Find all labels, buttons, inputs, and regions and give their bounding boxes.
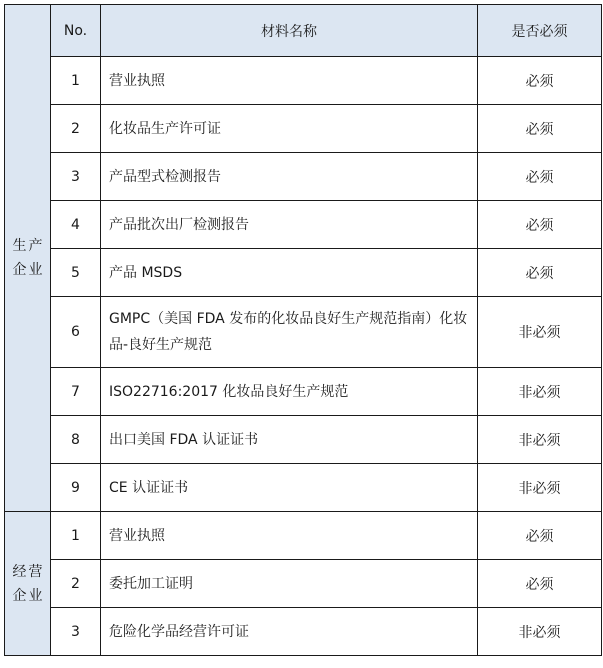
row-no: 2	[51, 105, 101, 153]
row-required: 非必须	[478, 464, 602, 512]
table-row	[5, 512, 602, 560]
row-required: 非必须	[478, 297, 602, 368]
row-no: 3	[51, 608, 101, 656]
row-material-name: 危险化学品经营许可证	[101, 608, 478, 656]
category-cell-production	[5, 5, 51, 512]
row-material-name: 产品 MSDS	[101, 249, 478, 297]
table-header-row	[5, 5, 602, 57]
row-required: 非必须	[478, 416, 602, 464]
category-label: 生产	[12, 238, 45, 254]
table-row	[5, 608, 602, 656]
row-material-name: 化妆品生产许可证	[101, 105, 478, 153]
header-required: 是否必须	[478, 5, 602, 57]
row-material-name: CE 认证证书	[101, 464, 478, 512]
table-row	[5, 416, 602, 464]
row-required: 非必须	[478, 608, 602, 656]
row-no: 5	[51, 249, 101, 297]
row-no: 9	[51, 464, 101, 512]
header-material-name: 材料名称	[101, 5, 478, 57]
row-required: 非必须	[478, 368, 602, 416]
row-required: 必须	[478, 57, 602, 105]
row-no: 1	[51, 57, 101, 105]
row-material-name: 产品批次出厂检测报告	[101, 201, 478, 249]
row-no: 3	[51, 153, 101, 201]
row-required: 必须	[478, 201, 602, 249]
materials-table	[4, 4, 602, 656]
table-row	[5, 201, 602, 249]
row-material-name: 营业执照	[101, 57, 478, 105]
row-material-name: 委托加工证明	[101, 560, 478, 608]
table-row	[5, 297, 602, 368]
row-required: 必须	[478, 105, 602, 153]
row-required: 必须	[478, 512, 602, 560]
row-material-name: ISO22716:2017 化妆品良好生产规范	[101, 368, 478, 416]
row-no: 4	[51, 201, 101, 249]
row-required: 必须	[478, 560, 602, 608]
row-required: 必须	[478, 249, 602, 297]
table-row	[5, 560, 602, 608]
table-row	[5, 153, 602, 201]
row-required: 必须	[478, 153, 602, 201]
table-row	[5, 464, 602, 512]
row-material-name: 产品型式检测报告	[101, 153, 478, 201]
category-cell-trading	[5, 512, 51, 656]
table-row	[5, 249, 602, 297]
row-no: 6	[51, 297, 101, 368]
row-material-name: 出口美国 FDA 认证证书	[101, 416, 478, 464]
table-row	[5, 57, 602, 105]
row-material-name: 营业执照	[101, 512, 478, 560]
row-no: 8	[51, 416, 101, 464]
category-label: 经营	[12, 563, 45, 580]
category-label: 企业	[12, 262, 45, 278]
table-row	[5, 105, 602, 153]
table-row	[5, 368, 602, 416]
row-no: 1	[51, 512, 101, 560]
category-label: 企业	[12, 587, 45, 604]
row-material-name: GMPC（美国 FDA 发布的化妆品良好生产规范指南）化妆品-良好生产规范	[101, 297, 478, 368]
row-no: 2	[51, 560, 101, 608]
row-no: 7	[51, 368, 101, 416]
header-no: No.	[51, 5, 101, 57]
